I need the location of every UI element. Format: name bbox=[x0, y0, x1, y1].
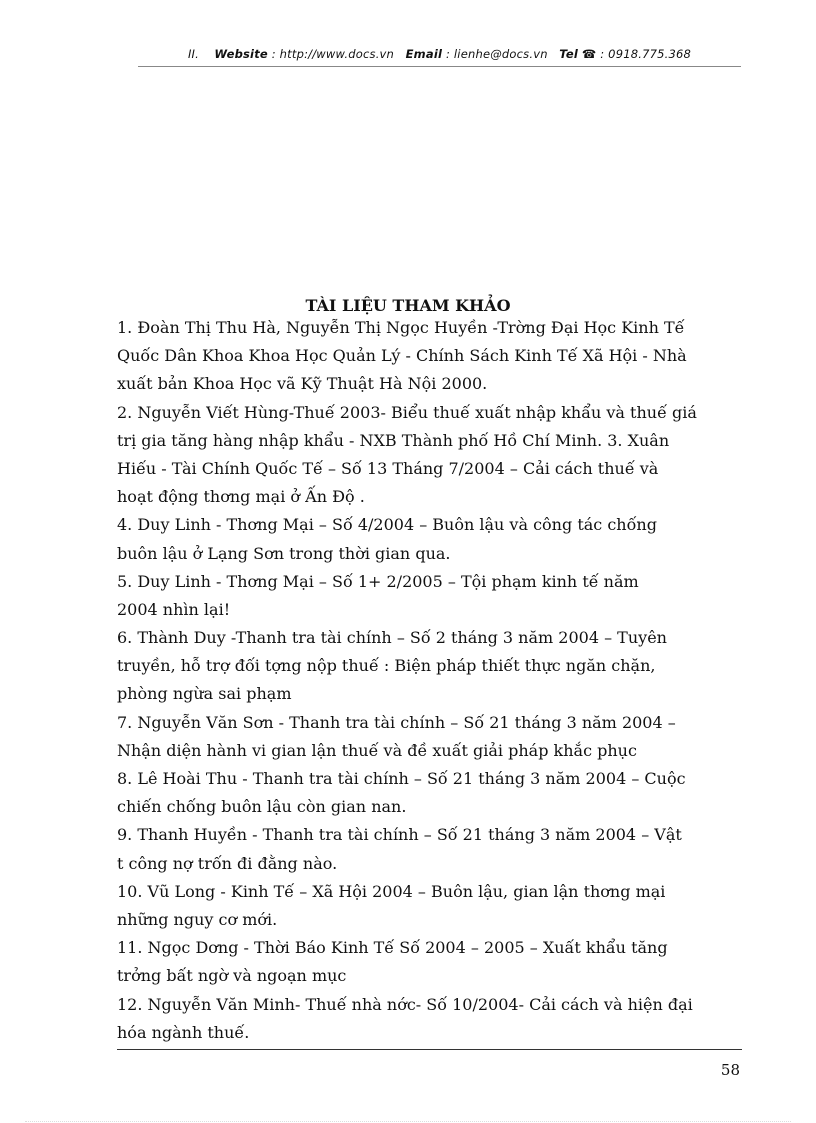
reference-line: 12. Nguyễn Văn Minh- Thuế nhà nớc- Số 10/2004- Cải cách và hiện đại bbox=[117, 994, 693, 1014]
page-bottom-border bbox=[25, 1121, 791, 1122]
reference-line: 5. Duy Linh - Thơng Mại – Số 1+ 2/2005 – Tội phạm kinh tế năm bbox=[117, 571, 639, 591]
reference-line: t công nợ trốn đi đằng nào. bbox=[117, 853, 338, 873]
reference-line: buôn lậu ở Lạng Sơn trong thời gian qua. bbox=[117, 543, 451, 563]
header-website-value[interactable]: : http://www.docs.vn bbox=[271, 47, 395, 61]
reference-line: 6. Thành Duy -Thanh tra tài chính – Số 2 tháng 3 năm 2004 – Tuyên bbox=[117, 628, 667, 648]
reference-line: 9. Thanh Huyền - Thanh tra tài chính – Số 21 tháng 3 năm 2004 – Vật bbox=[117, 825, 682, 845]
header-divider bbox=[138, 66, 741, 67]
reference-line: 11. Ngọc Dơng - Thời Báo Kinh Tế Số 2004 – 2005 – Xuất khẩu tăng bbox=[117, 938, 668, 958]
header-prefix: II. bbox=[187, 47, 199, 61]
reference-line: chiến chống buôn lậu còn gian nan. bbox=[117, 797, 407, 817]
page-number: 58 bbox=[720, 1061, 740, 1079]
reference-line: 10. Vũ Long - Kinh Tế – Xã Hội 2004 – Buôn lậu, gian lận thơng mại bbox=[117, 881, 666, 901]
reference-line: 8. Lê Hoài Thu - Thanh tra tài chính – Số 21 tháng 3 năm 2004 – Cuộc bbox=[117, 769, 686, 788]
reference-line: hóa ngành thuế. bbox=[117, 1022, 250, 1042]
reference-line: 7. Nguyễn Văn Sơn - Thanh tra tài chính – Số 21 tháng 3 năm 2004 – bbox=[117, 712, 676, 732]
reference-line: trởng bất ngờ và ngoạn mục bbox=[117, 966, 347, 986]
reference-line: xuất bản Khoa Học vã Kỹ Thuật Hà Nội 2000. bbox=[117, 374, 488, 394]
header-tel-value: ☎ : 0918.775.368 bbox=[581, 47, 692, 61]
header-email-value[interactable]: : lienhe@docs.vn bbox=[445, 47, 548, 61]
reference-line: Quốc Dân Khoa Khoa Học Quản Lý - Chính Sách Kinh Tế Xã Hội - Nhà bbox=[117, 346, 687, 366]
header-tel-label: Tel bbox=[559, 47, 579, 61]
reference-line: 2. Nguyễn Viết Hùng-Thuế 2003- Biểu thuế xuất nhập khẩu và thuế giá bbox=[117, 402, 697, 422]
reference-line: phòng ngừa sai phạm bbox=[117, 684, 292, 704]
reference-line: truyền, hỗ trợ đối tợng nộp thuế : Biện pháp thiết thực ngăn chặn, bbox=[117, 656, 656, 676]
reference-line: Hiếu - Tài Chính Quốc Tế – Số 13 Tháng 7/2004 – Cải cách thuế và bbox=[117, 458, 659, 478]
footer-divider bbox=[117, 1049, 742, 1050]
page-title: TÀI LIỆU THAM KHẢO bbox=[305, 296, 511, 315]
reference-list bbox=[117, 314, 742, 1047]
header-email-label: Email bbox=[405, 47, 443, 61]
reference-line: 1. Đoàn Thị Thu Hà, Nguyễn Thị Ngọc Huyền -Trờng Đại Học Kinh Tế bbox=[117, 318, 685, 337]
reference-line: 4. Duy Linh - Thơng Mại – Số 4/2004 – Buôn lậu và công tác chống bbox=[117, 515, 657, 535]
reference-line: những nguy cơ mới. bbox=[117, 909, 278, 929]
reference-line: hoạt động thơng mại ở Ấn Độ . bbox=[117, 487, 365, 507]
header-website-label: Website bbox=[214, 47, 268, 61]
reference-line: 2004 nhìn lại! bbox=[117, 599, 231, 619]
reference-line: trị gia tăng hàng nhập khẩu - NXB Thành phố Hồ Chí Minh. 3. Xuân bbox=[117, 430, 670, 450]
reference-line: Nhận diện hành vi gian lận thuế và đề xuất giải pháp khắc phục bbox=[117, 740, 637, 760]
page-header bbox=[138, 47, 741, 61]
